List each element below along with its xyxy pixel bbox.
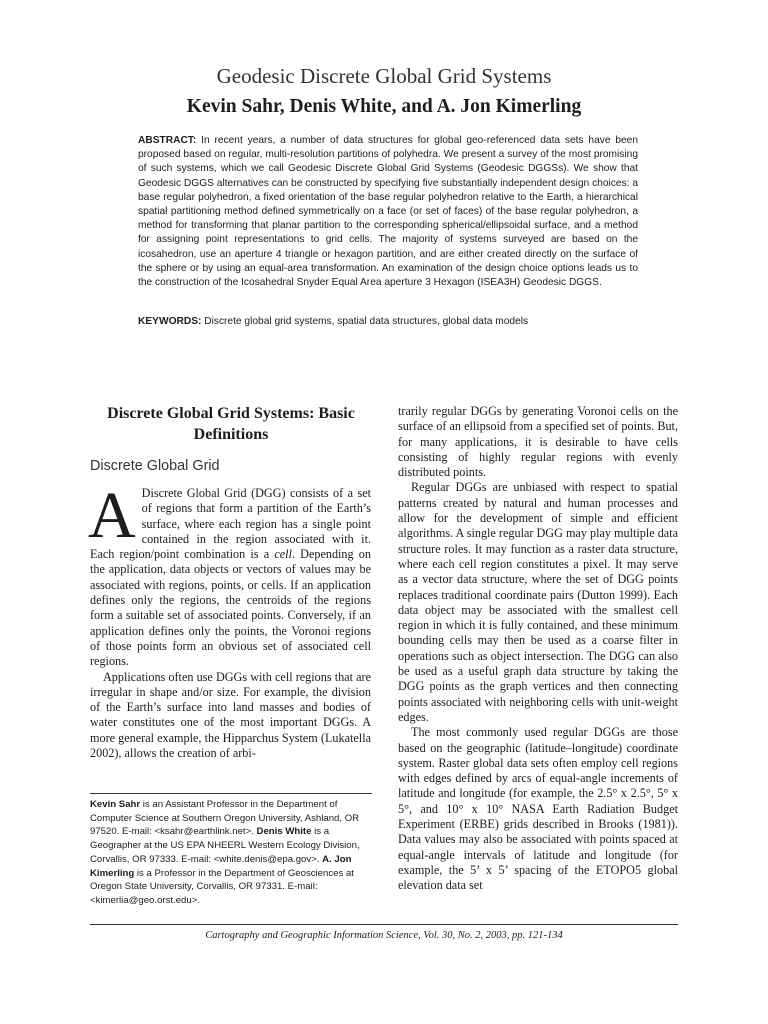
author-footnote: Kevin Sahr is an Assistant Professor in the Department of Computer Science at Southern Oregon University, Ashland, OR 97520. E-mail: <ksahr@earthlink.net>. Denis White is a Geographer at the US EPA NHEERL Western Ecology Division, Corvallis, OR 97333. E-mail: <white.denis@epa.gov>. A. Jon Kimerling is a Professor in the Department of Geosciences at Oregon State University, Corvallis, OR 97331. E-mail: <kimerlia@geo.orst.edu>. [90,799,360,906]
paragraph: The most commonly used regular DGGs are those based on the geographic (latitude–longitude) coordinate system. Raster global data sets often employ cell regions with edges defined by arcs of equal-angle increments of latitude and longitude (for example, the 2.5° x 2.5°, 5° x 5°, and 10° x 10° NASA Earth Radiation Budget Experiment (ERBE) grids described in Brooks (1981)). Data values may also be associated with points spaced at equal-angle intervals of latitude and longitude (for example, the 5’ x 5’ spacing of the ETOPO5 global elevation data set [398,725,678,893]
keywords-text: Discrete global grid systems, spatial data structures, global data models [204,316,529,327]
right-column [398,404,678,894]
emphasis-cell: cell [274,547,292,562]
paper-authors: Kevin Sahr, Denis White, and A. Jon Kimerling [186,96,582,117]
section-heading: Discrete Global Grid Systems: Basic Definitions [107,405,355,443]
abstract-block [138,134,638,290]
subsection-heading: Discrete Global Grid [90,458,220,474]
paragraph: A Discrete Global Grid (DGG) consists of a set of regions that form a partition of the Earth’s surface, where each region has a single point contained in the region associated with it. Each region/point combination is a cell. Depending on the application, data objects or vectors of values may be associated with regions, points, or cells. If an application defines only the regions, the centroids of the regions form a suitable set of associated points. Conversely, if an application defines only the points, the Voronoi regions of those points form an obvious set of associated cell regions. [88,479,371,669]
keywords-label: KEYWORDS: [138,316,202,327]
drop-cap: A [88,479,136,552]
paragraph: trarily regular DGGs by generating Voronoi cells on the surface of an ellipsoid from a specified set of points. But, for many applications, it is desirable to have cells consisting of highly regular regions with evenly distributed points. [398,404,678,480]
paper-title: Geodesic Discrete Global Grid Systems [216,64,552,88]
left-column [88,479,371,761]
footnote-divider [90,793,372,794]
keywords-block [138,315,638,329]
footer-divider [90,924,678,925]
paragraph: Regular DGGs are unbiased with respect to spatial patterns created by natural and human processes and allow for the development of simple and efficient algorithms. A single regular DGG may play multiple data structure roles. It may function as a raster data structure, where each cell region constitutes a pixel. It may serve as a vector data structure, where the set of DGG points replaces traditional coordinate pairs (Dutton 1999). Each data object may be associated with the smallest cell region in which it is fully contained, and these minimum bounding cells may then be used as a coarse filter in operations such as object intersection. The DGG can also be used as a useful graph data structure by taking the DGG points as the graph vertices and then connecting points associated with neighboring cells with unit-weight edges. [398,480,678,724]
abstract-label: ABSTRACT: [138,135,197,146]
abstract-text: In recent years, a number of data structures for global geo-referenced data sets have been proposed based on regular, multi-resolution partitions of polyhedra. We present a survey of the most promising of such systems, which we call Geodesic Discrete Global Grid Systems (Geodesic DGGSs). We show that Geodesic DGGS alternatives can be constructed by specifying five substantially independent design choices: a base regular polyhedron, a fixed orientation of the base regular polyhedron relative to the Earth, a hierarchical spatial partitioning method defined symmetrically on a face (or set of faces) of the base regular polyhedron, a method for transforming that planar partition to the corresponding spherical/ellipsoidal surface, and a method for assigning point representations to grid cells. The majority of systems surveyed are based on the icosahedron, use an aperture 4 triangle or hexagon partition, and are either created directly on the surface of the sphere or by using an equal-area transformation. An examination of the design choice options leads us to the construction of the Icosahedral Snyder Equal Area aperture 3 Hexagon (ISEA3H) Geodesic DGGS. [138,135,638,289]
paragraph: Applications often use DGGs with cell regions that are irregular in shape and/or size. For example, the division of the Earth’s surface into land masses and bodies of water constitutes one of the most important DGGs. A more general example, the Hipparchus System (Lukatella 2002), allows the creation of arbi- [90,669,371,761]
journal-citation: Cartography and Geographic Information Science, Vol. 30, No. 2, 2003, pp. 121-134 [205,930,563,941]
